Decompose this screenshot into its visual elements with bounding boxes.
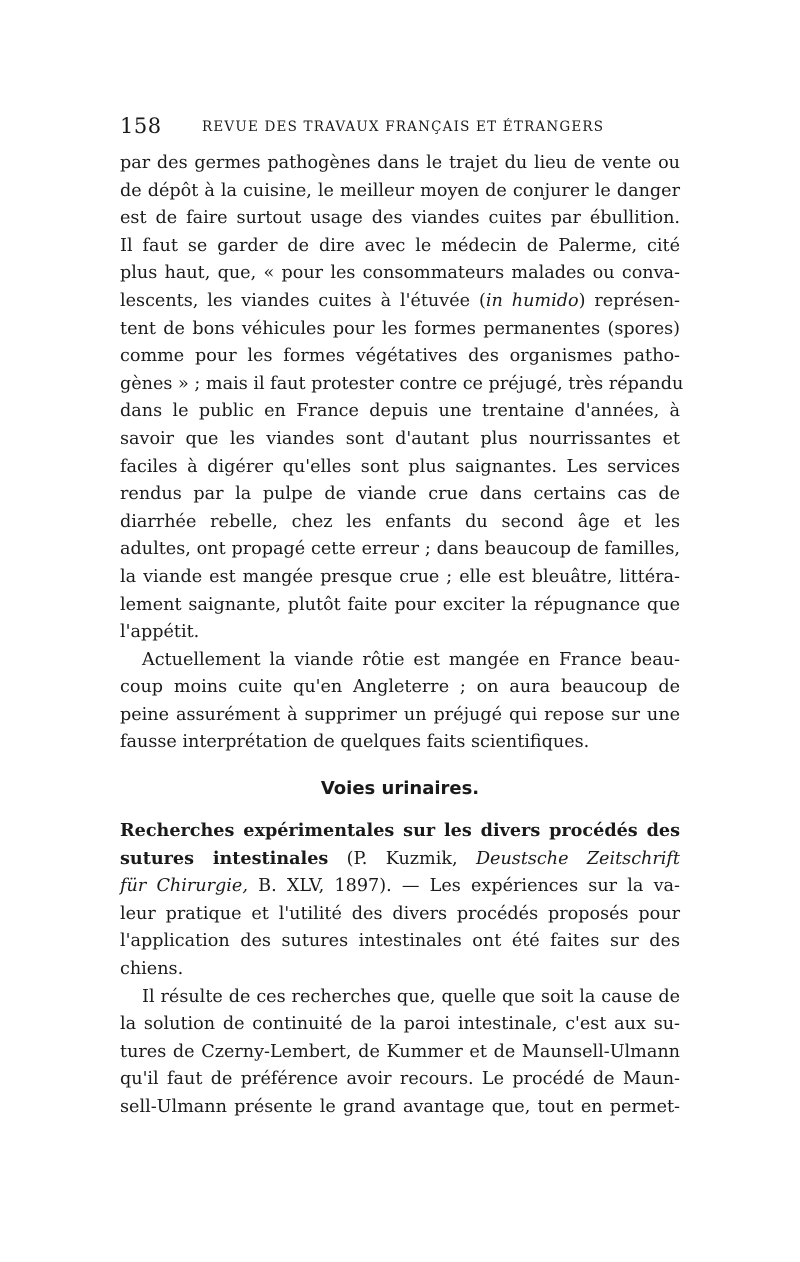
section-title: Voies urinaires. xyxy=(320,778,480,800)
text-line: adultes, ont propagé cette erreur ; dans beaucoup de familles, xyxy=(120,539,680,560)
text-line: qu'il faut de préférence avoir recours. Le procédé de Maun- xyxy=(120,1069,680,1090)
text-line: tures de Czerny-Lembert, de Kummer et de Maunsell-Ulmann xyxy=(120,1041,680,1062)
text-line: chiens. xyxy=(120,959,184,980)
article-title-continued: sutures intestinales xyxy=(120,847,329,869)
text-line: l'application des sutures intestinales ont été faites sur des xyxy=(120,931,680,952)
text-line: dans le public en France depuis une trentaine d'années, à xyxy=(120,401,680,422)
text-line: peine assurément à supprimer un préjugé qui repose sur une xyxy=(120,704,680,725)
running-title: REVUE DES TRAVAUX FRANÇAIS ET ÉTRANGERS xyxy=(202,119,605,135)
text-line: leur pratique et l'utilité des divers procédés proposés pour xyxy=(120,903,680,924)
text-line: Il faut se garder de dire avec le médecin de Palerme, cité xyxy=(120,235,680,256)
text-line: Il résulte de ces recherches que, quelle que soit la cause de xyxy=(142,986,680,1007)
text-line: faciles à digérer qu'elles sont plus saignantes. Les services xyxy=(120,456,680,477)
text-segment: ) représen- xyxy=(578,290,680,311)
text-line: lement saignante, plutôt faite pour exciter la répugnance que xyxy=(120,594,680,615)
text-line: Actuellement la viande rôtie est mangée en France beau- xyxy=(142,649,680,670)
page-header xyxy=(120,114,680,142)
text-line xyxy=(120,845,680,874)
text-line xyxy=(120,873,680,901)
text-line: plus haut, que, « pour les consommateurs malades ou conva- xyxy=(120,263,680,284)
text-line: savoir que les viandes sont d'autant plus nourrissantes et xyxy=(120,428,680,449)
article-title: Recherches expérimentales sur les divers procédés des xyxy=(120,820,680,842)
text-line: est de faire surtout usage des viandes cuites par ébullition. xyxy=(120,208,680,229)
text-line: tent de bons véhicules pour les formes permanentes (spores) xyxy=(120,318,680,339)
text-line: par des germes pathogènes dans le trajet du lieu de vente ou xyxy=(120,153,680,173)
text-line: l'appétit. xyxy=(120,622,200,643)
italic-term: in humido xyxy=(485,290,579,311)
text-segment: lescents, les viandes cuites à l'étuvée xyxy=(120,290,479,311)
text-line: coup moins cuite qu'en Angleterre ; on aura beaucoup de xyxy=(120,677,680,698)
text-segment: B. XLV, 1897). — Les expériences sur la va- xyxy=(247,876,680,897)
text-line: fausse interprétation de quelques faits scientifiques. xyxy=(120,732,590,753)
text-line: la viande est mangée presque crue ; elle est bleuâtre, littéra- xyxy=(120,566,680,587)
text-line: sell-Ulmann présente le grand avantage que, tout en permet- xyxy=(120,1097,680,1117)
text-line: la solution de continuité de la paroi intestinale, c'est aux su- xyxy=(120,1014,680,1035)
page-number: 158 xyxy=(120,114,162,138)
text-segment: (P. Kuzmik, xyxy=(328,848,476,869)
text-line: comme pour les formes végétatives des organismes patho- xyxy=(120,346,680,367)
text-line: de dépôt à la cuisine, le meilleur moyen de conjurer le danger xyxy=(120,180,680,201)
text-line: lescents, les viandes cuites à l'étuvée (in humido) représen- xyxy=(120,290,680,311)
page-body xyxy=(120,150,684,1122)
text-line: rendus par la pulpe de viande crue dans certains cas de xyxy=(120,484,680,505)
journal-name: Deustsche Zeitschrift xyxy=(475,848,680,869)
journal-name: für Chirurgie, xyxy=(120,876,248,897)
text-line: diarrhée rebelle, chez les enfants du second âge et les xyxy=(120,511,680,532)
text-line: gènes » ; mais il faut protester contre ce préjugé, très répandu xyxy=(120,373,684,394)
